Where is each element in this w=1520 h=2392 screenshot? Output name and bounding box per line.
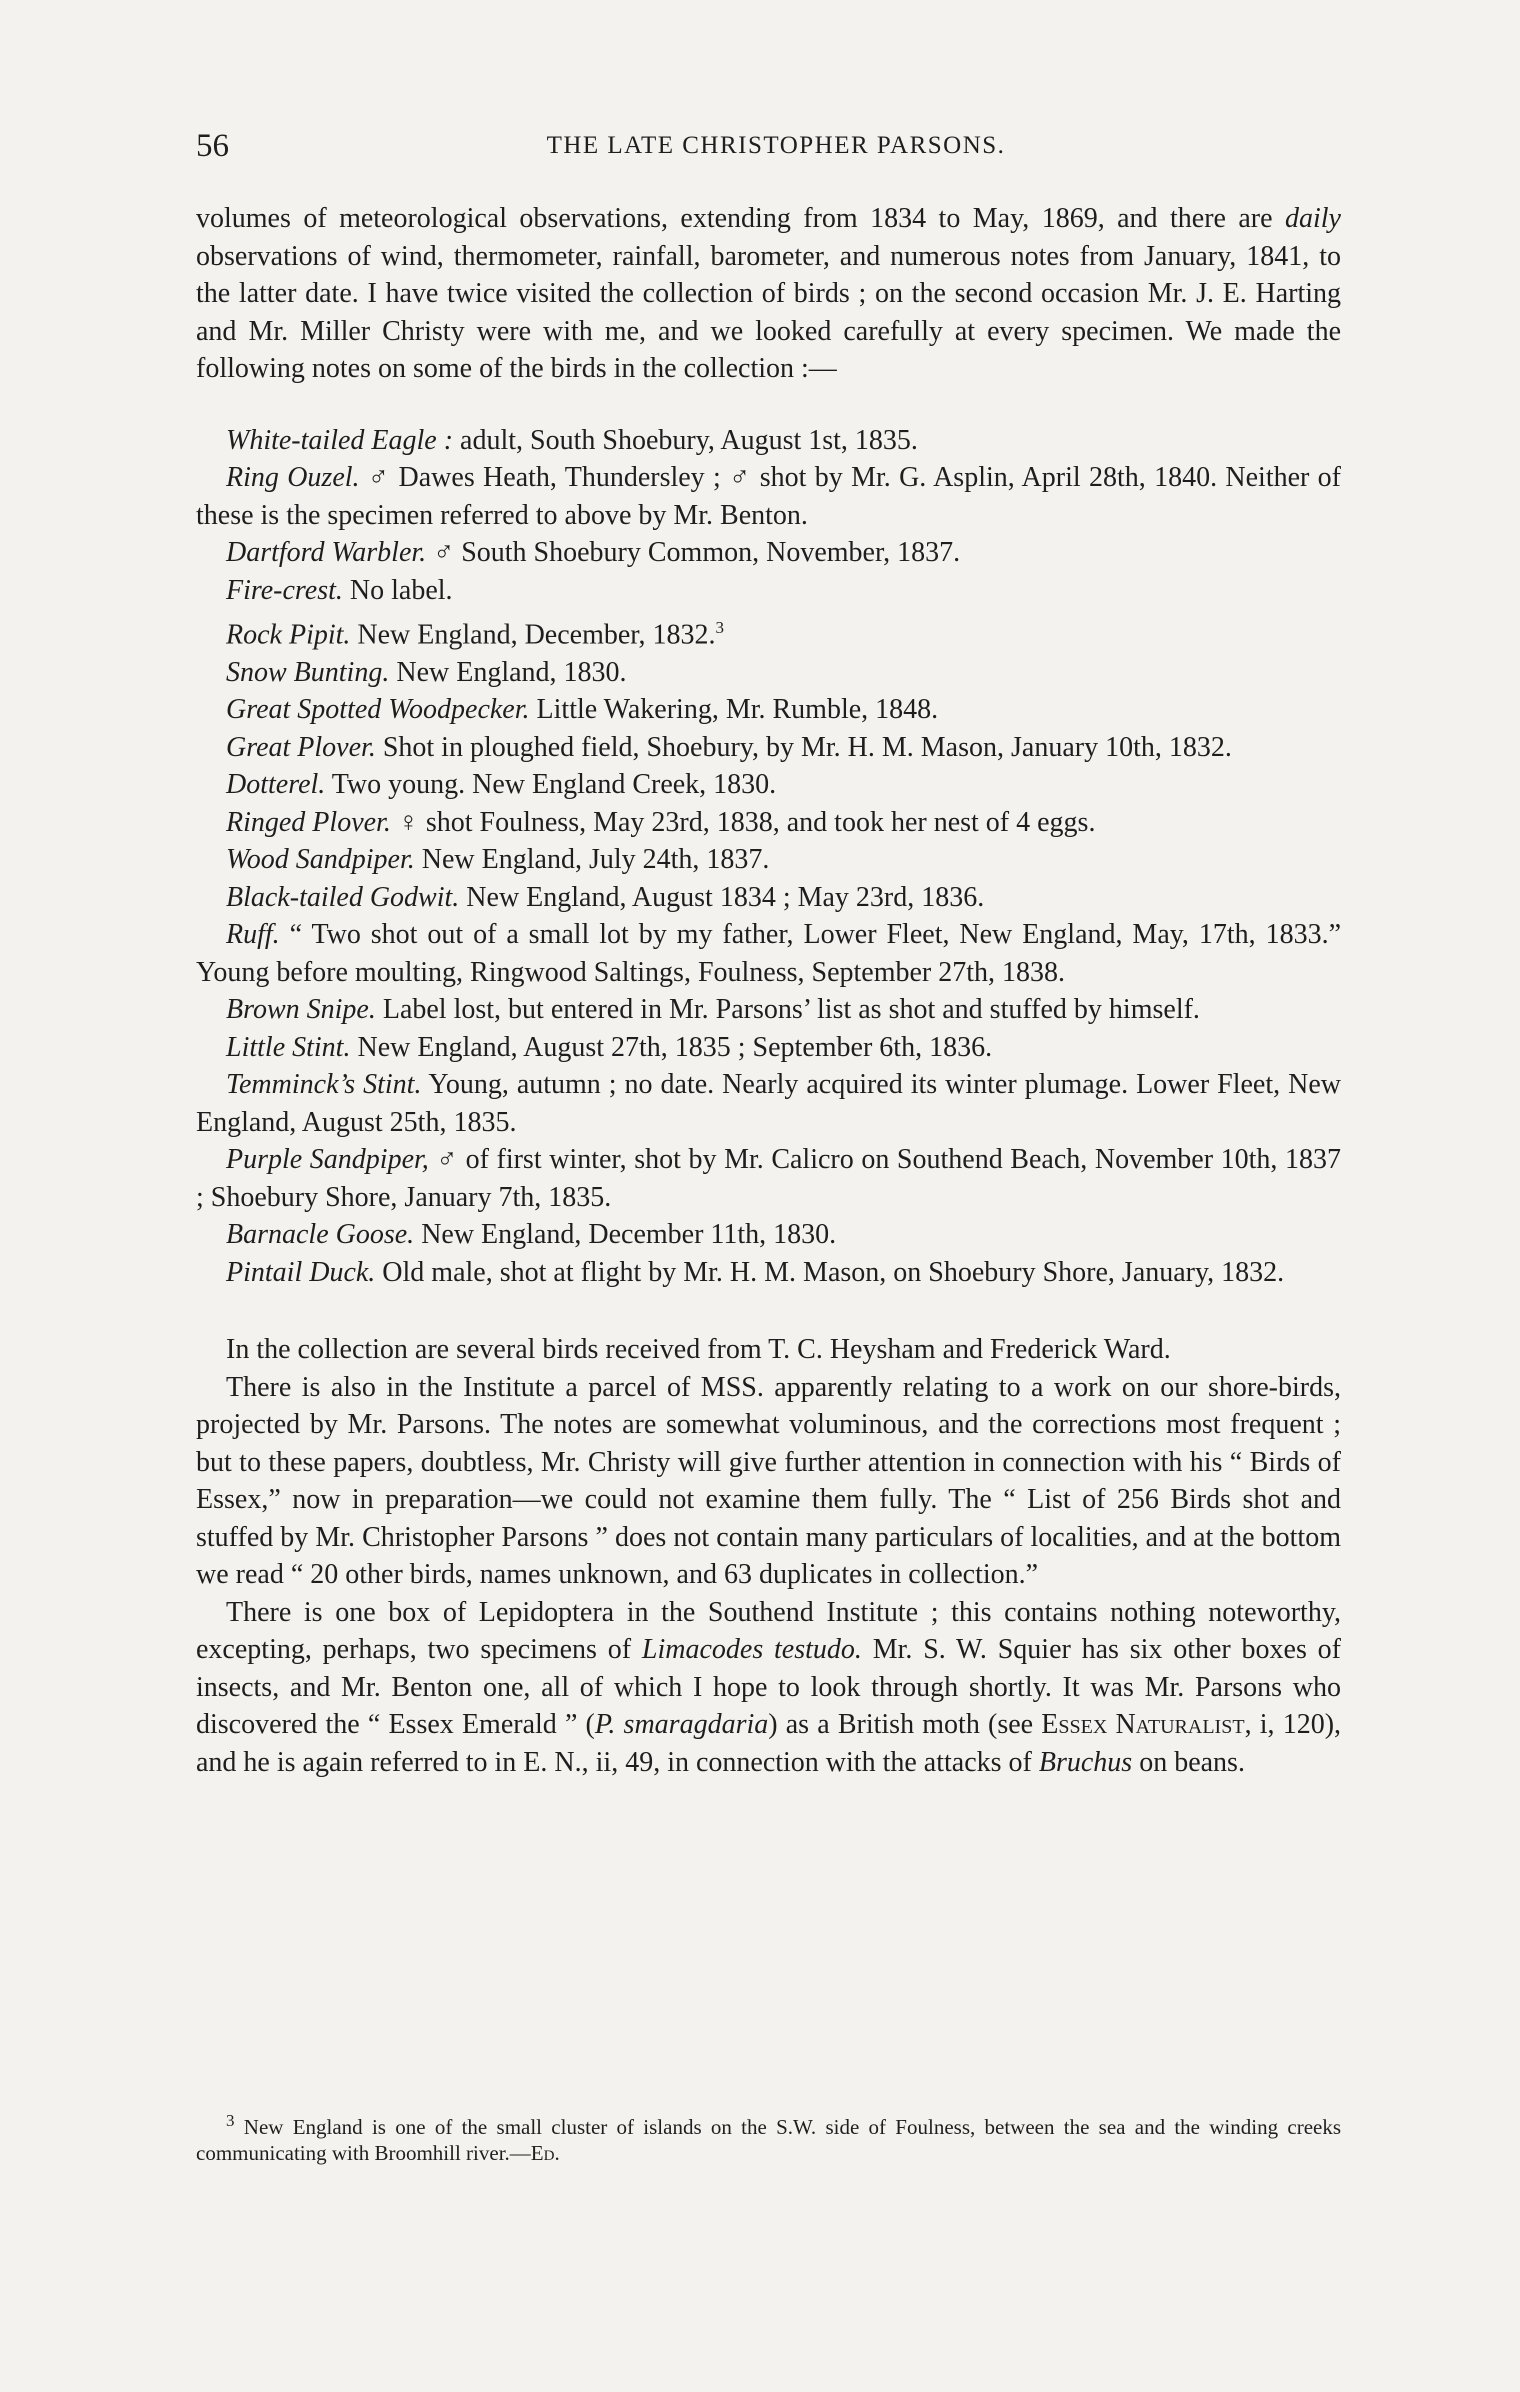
- list-item: Temminck’s Stint. Young, autumn ; no date. Nearly acquired its winter plumage. Lower Fleet, New England, August 25th, 1835.: [196, 1069, 1341, 1138]
- footnote: $^3$ New England is one of the small cluster of islands on the S.W. side of Foulness, between the sea and the winding creeks communicating with Broomhill river.—Ed.: [196, 2111, 1342, 2165]
- list-item: Ringed Plover. ♀ shot Foulness, May 23rd, 1838, and took her nest of 4 eggs.: [226, 806, 1096, 838]
- list-item: Pintail Duck. Old male, shot at flight by Mr. H. M. Mason, on Shoebury Shore, January, 1832.: [226, 1256, 1285, 1288]
- list-item: Snow Bunting. New England, 1830.: [226, 656, 627, 688]
- intro-paragraph: volumes of meteorological observations, extending from 1834 to May, 1869, and there are daily observations of wind, thermometer, rainfall, barometer, and numerous notes from January, 1841, to the latter date. I have twice visited the collection of birds ; on the second occasion Mr. J. E. Harting and Mr. Miller Christy were with me, and we looked carefully at every specimen. We made the following notes on some of the birds in the collection :—: [196, 203, 1341, 384]
- list-item: Purple Sandpiper, ♂ of first winter, shot by Mr. Calicro on Southend Beach, November 10th, 1837 ; Shoebury Shore, January 7th, 1835.: [196, 1144, 1341, 1213]
- list-item: Wood Sandpiper. New England, July 24th, 1837.: [226, 844, 770, 876]
- list-item: Brown Snipe. Label lost, but entered in Mr. Parsons’ list as shot and stuffed by himself.: [226, 994, 1200, 1026]
- list-item: Fire-crest. No label.: [226, 574, 453, 606]
- list-item: Dartford Warbler. ♂ South Shoebury Common, November, 1837.: [226, 537, 961, 568]
- page-number: 56: [196, 128, 229, 164]
- list-item: Barnacle Goose. New England, December 11th, 1830.: [226, 1219, 837, 1251]
- list-item: Little Stint. New England, August 27th, 1835 ; September 6th, 1836.: [226, 1031, 993, 1063]
- paragraph: There is one box of Lepidoptera in the Southend Institute ; this contains nothing noteworthy, excepting, perhaps, two specimens of Limacodes testudo. Mr. S. W. Squier has six other boxes of insects, and Mr. Benton one, all of which I hope to look through shortly. It was Mr. Parsons who discovered the “ Essex Emerald ” (P. smaragdaria) as a British moth (see Essex Naturalist, i, 120), and he is again referred to in E. N., ii, 49, in connection with the attacks of Bruchus on beans.: [196, 1596, 1342, 1778]
- list-item: Great Spotted Woodpecker. Little Wakering, Mr. Rumble, 1848.: [226, 694, 939, 726]
- list-item: Great Plover. Shot in ploughed field, Shoebury, by Mr. H. M. Mason, January 10th, 1832.: [226, 731, 1232, 763]
- list-item: White-tailed Eagle : adult, South Shoebury, August 1st, 1835.: [226, 424, 918, 456]
- list-item: Ring Ouzel. ♂ Dawes Heath, Thundersley ; ♂ shot by Mr. G. Asplin, April 28th, 1840. Neither of these is the specimen referred to above by Mr. Benton.: [196, 462, 1342, 531]
- running-title: THE LATE CHRISTOPHER PARSONS.: [546, 132, 1006, 159]
- paragraph: There is also in the Institute a parcel of MSS. apparently relating to a work on our shore-birds, projected by Mr. Parsons. The notes are somewhat voluminous, and the corrections most frequent ; but to these papers, doubtless, Mr. Christy will give further attention in connection with his “ Birds of Essex,” now in preparation—we could not examine them fully. The “ List of 256 Birds shot and stuffed by Mr. Christopher Parsons ” does not contain many particulars of localities, and at the bottom we read “ 20 other birds, names unknown, and 63 duplicates in collection.”: [196, 1371, 1341, 1591]
- list-item: Dotterel. Two young. New England Creek, 1830.: [226, 769, 777, 801]
- page-header: [196, 128, 1356, 168]
- paragraph: In the collection are several birds received from T. C. Heysham and Frederick Ward.: [226, 1334, 1171, 1366]
- list-item: Ruff. “ Two shot out of a small lot by my father, Lower Fleet, New England, May, 17th, 1833.” Young before moulting, Ringwood Saltings, Foulness, September 27th, 1838.: [196, 919, 1341, 988]
- footnote-reference: 3: [715, 618, 724, 637]
- specimen-list: [196, 422, 1341, 1292]
- footnote-mark: 3: [226, 2111, 235, 2130]
- main-text: [196, 200, 1341, 1781]
- list-item: Black-tailed Godwit. New England, August 1834 ; May 23rd, 1836.: [226, 881, 985, 913]
- list-item: Rock Pipit. New England, December, 1832.$^3$: [226, 618, 724, 651]
